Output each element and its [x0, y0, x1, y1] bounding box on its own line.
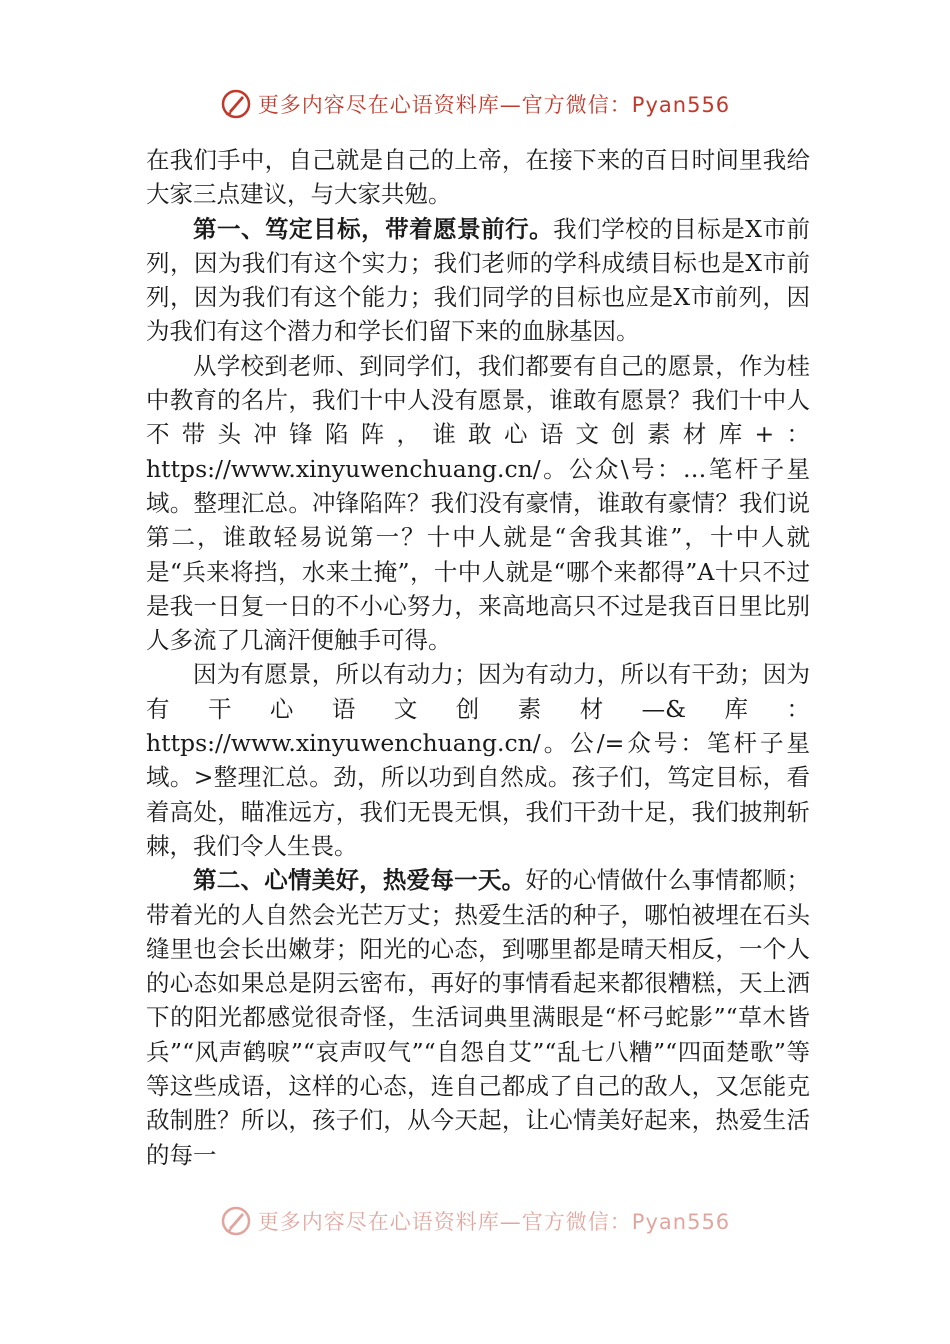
paragraph-text: 从学校到老师、到同学们，我们都要有自己的愿景，作为桂中教育的名片，我们十中人没有愿景，谁敢有愿景？我们十中人不带头冲锋陷阵，谁敢心语文创素材库+：https://www.xinyuwenchuang.cn/。公众\号：…笔杆子星域。整理汇总。冲锋陷阵？我们没有豪情，谁敢有豪情？我们说第二，谁敢轻易说第一？十中人就是“舍我其谁”，十中人就是“兵来将挡，水来土掩”，十中人就是“哪个来都得”A十只不过是我一日复一日的不小心努力，来高地高只不过是我百日里比别人多流了几滴汗便触手可得。	[146, 351, 810, 655]
paragraph-text: 因为有愿景，所以有动力；因为有动力，所以有干劲；因为有干心语文创素材—&库：https://www.xinyuwenchuang.cn/。公/=众号：笔杆子星域。>整理汇总。劲，所以功到自然成。孩子们，笃定目标，看着高处，瞄准远方，我们无畏无惧，我们干劲十足，我们披荆斩棘，我们令人生畏。	[146, 660, 810, 860]
document-body	[146, 143, 810, 1172]
paragraph	[146, 212, 810, 349]
section-heading: 第一、笃定目标，带着愿景前行。	[193, 214, 554, 243]
header-watermark-text: 更多内容尽在心语资料库—官方微信：Pyan556	[257, 93, 731, 117]
footer-watermark	[0, 1203, 950, 1239]
quill-logo-icon	[220, 88, 252, 120]
footer-watermark-text: 更多内容尽在心语资料库—官方微信：Pyan556	[257, 1210, 731, 1234]
paragraph-text: 我们学校的目标是X市前列，因为我们有这个实力；我们老师的学科成绩目标也是X市前列，因为我们有这个能力；我们同学的目标也应是X市前列，因为我们有这个潜力和学长们留下来的血脉基因。	[146, 214, 811, 346]
paragraph-text: 好的心情做什么事情都顺；带着光的人自然会光芒万丈；热爱生活的种子，哪怕被埋在石头缝里也会长出嫩芽；阳光的心态，到哪里都是晴天相反，一个人的心态如果总是阴云密布，再好的事情看起来都很糟糕，天上洒下的阳光都感觉很奇怪，生活词典里满眼是“杯弓蛇影”“草木皆兵”“风声鹤唳”“哀声叹气”“自怨自艾”“乱七八糟”“四面楚歌”等等这些成语，这样的心态，连自己都成了自己的敌人，又怎能克敌制胜？所以，孩子们，从今天起，让心情美好起来，热爱生活的每一	[146, 866, 811, 1169]
quill-logo-icon	[220, 1205, 252, 1237]
header-watermark	[0, 84, 950, 124]
paragraph	[146, 349, 810, 658]
paragraph	[146, 143, 810, 212]
section-heading: 第二、心情美好，热爱每一天。	[193, 866, 526, 895]
paragraph-text: 在我们手中，自己就是自己的上帝，在接下来的百日时间里我给大家三点建议，与大家共勉。	[146, 146, 810, 209]
paragraph	[146, 863, 810, 1172]
paragraph	[146, 657, 810, 863]
